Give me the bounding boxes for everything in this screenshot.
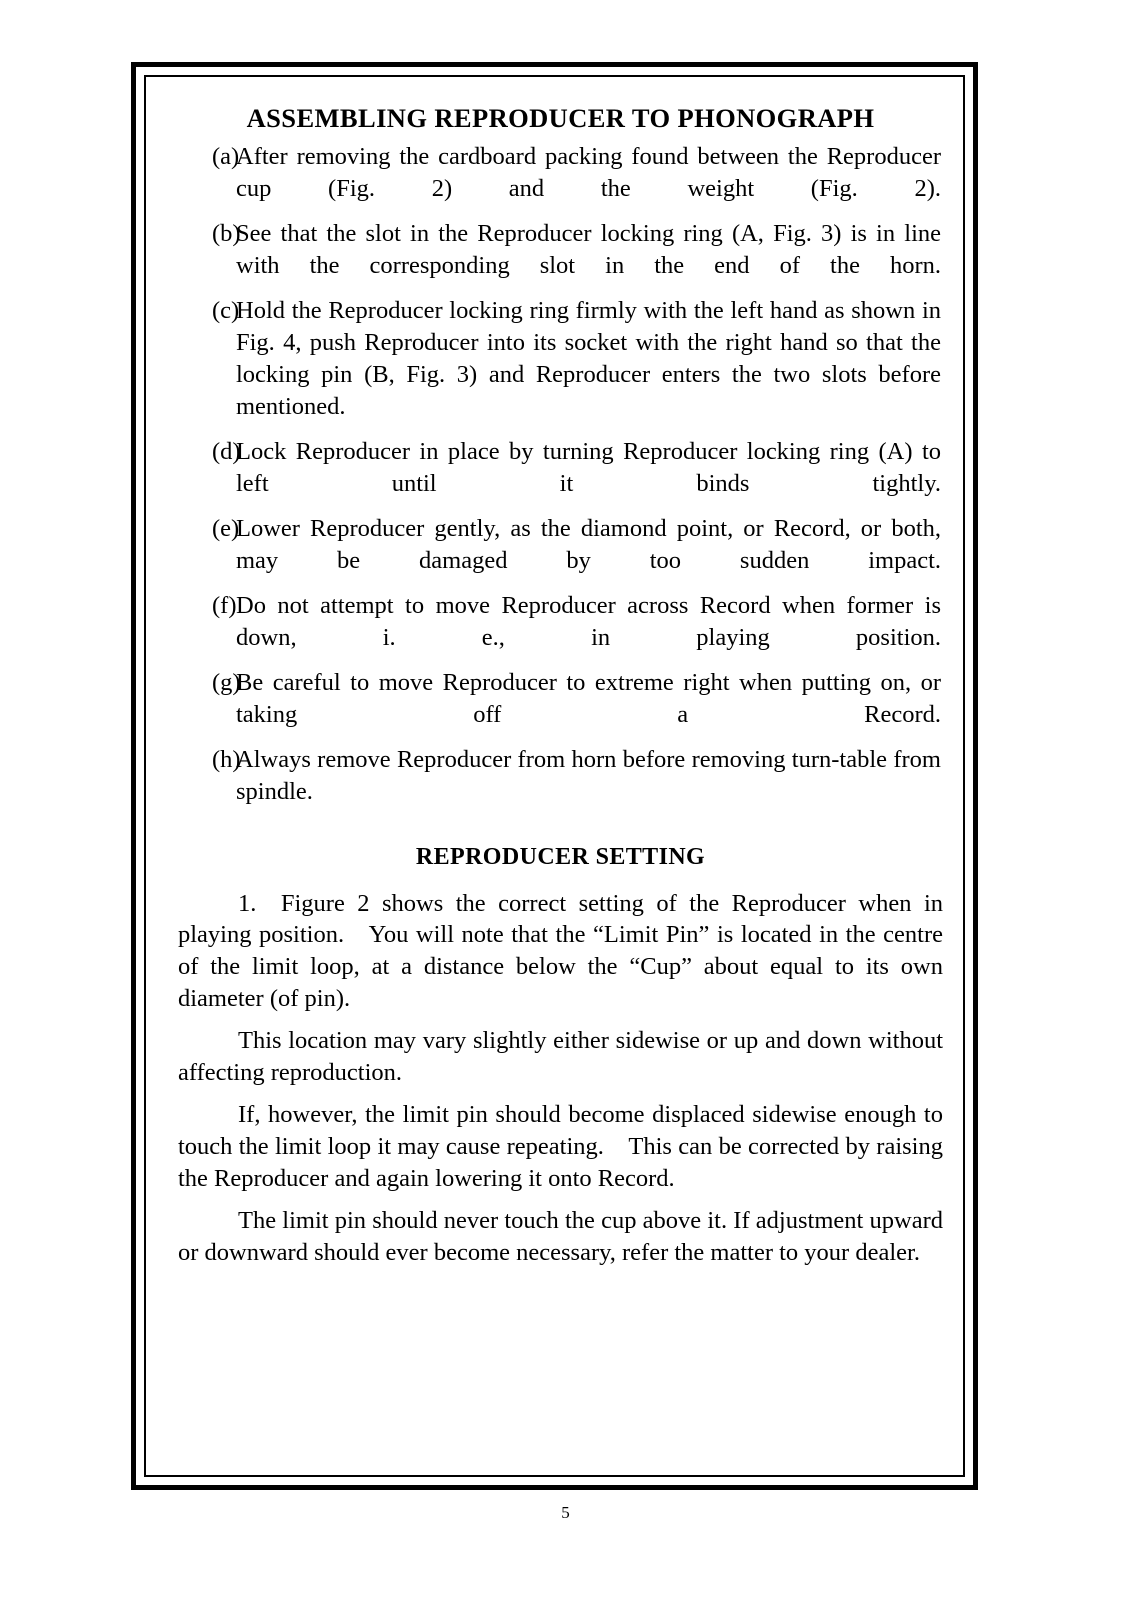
list-item-text: After removing the cardboard packing found between the Reproducer cup (Fig. 2) and the weight (Fig. 2). (236, 143, 941, 203)
list-item-label: (a) (212, 143, 240, 171)
list-item-text: Always remove Reproducer from horn before removing turn-table from spindle. (236, 745, 941, 805)
body-paragraph: The limit pin should never touch the cup above it. If adjustment upward or downward should ever become necessary, refer the matter to your dealer. (178, 1207, 943, 1267)
page-number: 5 (561, 1503, 570, 1522)
list-item-label: (b) (212, 220, 241, 248)
list-item-text: Be careful to move Reproducer to extreme right when putting on, or taking off a Record. (236, 669, 941, 728)
list-item (178, 744, 943, 808)
list-item-text: Hold the Reproducer locking ring firmly with the left hand as shown in Fig. 4, push Reproducer into its socket with the right hand so that the locking pin (B, Fig. 3) and Reproducer enters the two slots before mentioned. (236, 297, 941, 421)
list-item-label: (e) (212, 515, 240, 543)
page-border-inner (144, 75, 965, 1477)
list-item (178, 590, 943, 654)
page-content (178, 103, 943, 1465)
page-border-outer (131, 62, 978, 1490)
list-item-text: Lower Reproducer gently, as the diamond point, or Record, or both, may be damaged by too sudden impact. (236, 515, 941, 575)
list-item-text: See that the slot in the Reproducer locking ring (A, Fig. 3) is in line with the corresponding slot in the end of the horn. (236, 220, 941, 280)
list-item (178, 667, 943, 731)
list-item (178, 513, 943, 577)
body-paragraph: 1. Figure 2 shows the correct setting of the Reproducer when in playing position. You will note that the “Limit Pin” is located in the centre of the limit loop, at a distance below the “Cup” about equal to its own diameter (of pin). (178, 889, 943, 1013)
list-item (178, 295, 943, 423)
list-item-label: (f) (212, 592, 237, 620)
page-title: ASSEMBLING REPRODUCER TO PHONOGRAPH (246, 103, 875, 133)
list-item (178, 218, 943, 282)
list-item-label: (h) (212, 745, 241, 773)
list-item-label: (g) (212, 669, 241, 697)
list-item-label: (c) (212, 297, 240, 325)
list-item (178, 141, 943, 205)
list-item (178, 436, 943, 500)
body-paragraph: If, however, the limit pin should become displaced sidewise enough to touch the limit loop it may cause repeating. This can be corrected by raising the Reproducer and again lowering it onto Record. (178, 1101, 943, 1193)
list-item-text: Lock Reproducer in place by turning Reproducer locking ring (A) to left until it binds tightly. (236, 438, 941, 498)
body-paragraph: This location may vary slightly either sidewise or up and down without affecting reproduction. (178, 1027, 943, 1087)
assembly-instruction-list (178, 141, 943, 807)
reproducer-setting-heading: REPRODUCER SETTING (415, 843, 706, 870)
list-item-label: (d) (212, 438, 241, 466)
list-item-text: Do not attempt to move Reproducer across Record when former is down, i. e., in playing position. (236, 592, 941, 652)
